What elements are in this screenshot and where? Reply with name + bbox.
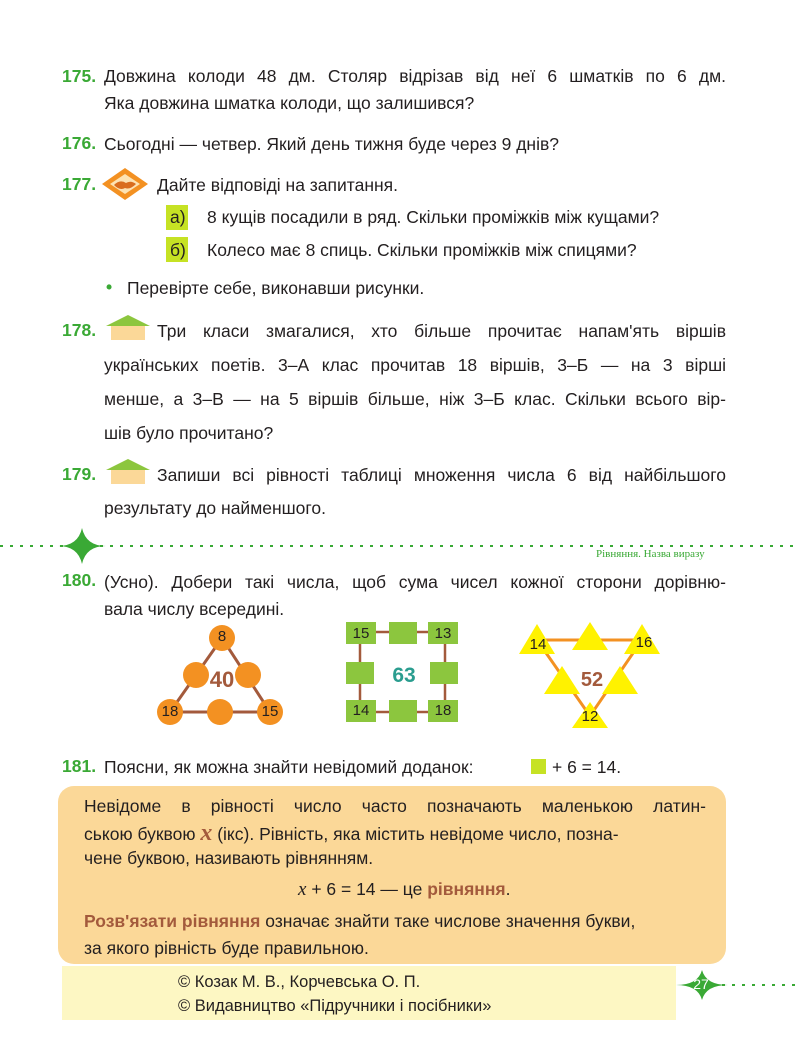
- rule-definition-term: Розв'язати рівняння: [84, 911, 261, 931]
- task-177-b-text: Колесо має 8 спиць. Скільки проміжків між спицями?: [207, 240, 637, 260]
- task-number-179: 179.: [62, 464, 97, 484]
- fig2-top-left-value: 15: [352, 625, 370, 642]
- house-icon: [104, 458, 152, 484]
- fig1-top-value: 8: [217, 628, 227, 645]
- task-177-a-text: 8 кущів посадили в ряд. Скільки проміжків між кущами?: [207, 207, 660, 227]
- fig3-center-value: 52: [580, 669, 604, 691]
- task-number-181: 181.: [62, 756, 97, 776]
- house-icon: [104, 314, 152, 340]
- task-177-check: Перевірте себе, виконавши рисунки.: [127, 278, 425, 298]
- task-179-line-2: результату до найменшого.: [104, 498, 326, 518]
- task-175-line-1: Довжина колоди 48 дм. Столяр відрізав від неї 6 шматків по 6 дм.: [104, 66, 726, 86]
- rule-line-1: Невідоме в рівності число часто позначають маленькою латин-: [84, 796, 706, 816]
- fig3-top-left-value: 14: [529, 636, 547, 653]
- fig3-top-right-value: 16: [635, 634, 653, 651]
- task-number-180: 180.: [62, 570, 97, 590]
- footer-publisher-line: © Видавництво «Підручники і посібники»: [178, 997, 492, 1015]
- rule-line-2-end: (ікс). Рівність, яка містить невідоме число, позна-: [217, 824, 619, 844]
- task-176-text: Сьогодні — четвер. Який день тижня буде через 9 днів?: [104, 134, 560, 154]
- rule-line-5: [84, 911, 635, 932]
- task-178-line-2: українських поетів. 3–А клас прочитав 18 віршів, 3–Б — на 3 вірші: [104, 355, 726, 375]
- unknown-square-icon: [531, 759, 546, 774]
- fig2-bottom-left-value: 14: [352, 702, 370, 719]
- equation-term: рівняння: [427, 879, 506, 899]
- equation-x: x: [298, 879, 307, 900]
- fig2-bottom-right-value: 18: [434, 702, 452, 719]
- task-178-line-3: менше, а 3–В — на 5 віршів більше, ніж 3–Б клас. Скільки всього вір-: [104, 389, 726, 409]
- task-175-line-2: Яка довжина шматка колоди, що залишився?: [104, 93, 475, 113]
- fig3-bottom-value: 12: [581, 708, 599, 725]
- footer-author-line: © Козак М. В., Корчевська О. П.: [178, 973, 421, 991]
- rule-definition-text: означає знайти таке числове значення букви,: [265, 911, 636, 931]
- equation-period: .: [505, 879, 511, 899]
- task-177-b-label: б): [170, 240, 186, 260]
- fig2-center-value: 63: [392, 664, 416, 687]
- task-number-177: 177.: [62, 174, 97, 194]
- rule-line-2-start: ською буквою: [84, 824, 196, 844]
- variable-x: x: [200, 820, 213, 846]
- rule-line-3: чене буквою, називають рівнянням.: [84, 848, 374, 868]
- task-180-line-1: (Усно). Добери такі числа, щоб сума чисел кожної сторони дорівню-: [104, 572, 726, 592]
- task-179-line-1: Запиши всі рівності таблиці множення числа 6 від найбільшого: [157, 465, 726, 485]
- task-177-intro: Дайте відповіді на запитання.: [157, 175, 399, 195]
- task-181-text: Поясни, як можна знайти невідомий доданок:: [104, 757, 474, 777]
- task-number-178: 178.: [62, 320, 97, 340]
- handshake-icon: [100, 166, 150, 202]
- rule-line-2: [84, 820, 619, 847]
- page-number: 27: [693, 976, 709, 992]
- rule-equation: [298, 879, 511, 901]
- rule-line-6: за якого рівність буде правильною.: [84, 938, 369, 958]
- task-number-176: 176.: [62, 133, 97, 153]
- fig2-top-right-value: 13: [434, 625, 452, 642]
- equation-text: + 6 = 14 — це: [311, 879, 423, 899]
- fig1-bottom-left-value: 18: [161, 703, 179, 720]
- task-178-line-4: шів було прочитано?: [104, 423, 274, 443]
- task-181-equation: + 6 = 14.: [552, 757, 622, 777]
- fig1-bottom-right-value: 15: [261, 703, 279, 720]
- section-title: Рівняння. Назва виразу: [596, 548, 705, 560]
- task-178-line-1: Три класи змагалися, хто більше прочитає напам'ять віршів: [157, 321, 726, 341]
- bullet-icon: •: [106, 277, 113, 297]
- task-180-line-2: вала числу всередині.: [104, 599, 285, 619]
- task-number-175: 175.: [62, 66, 97, 86]
- task-177-a-label: а): [170, 207, 186, 227]
- fig1-center-value: 40: [209, 667, 235, 692]
